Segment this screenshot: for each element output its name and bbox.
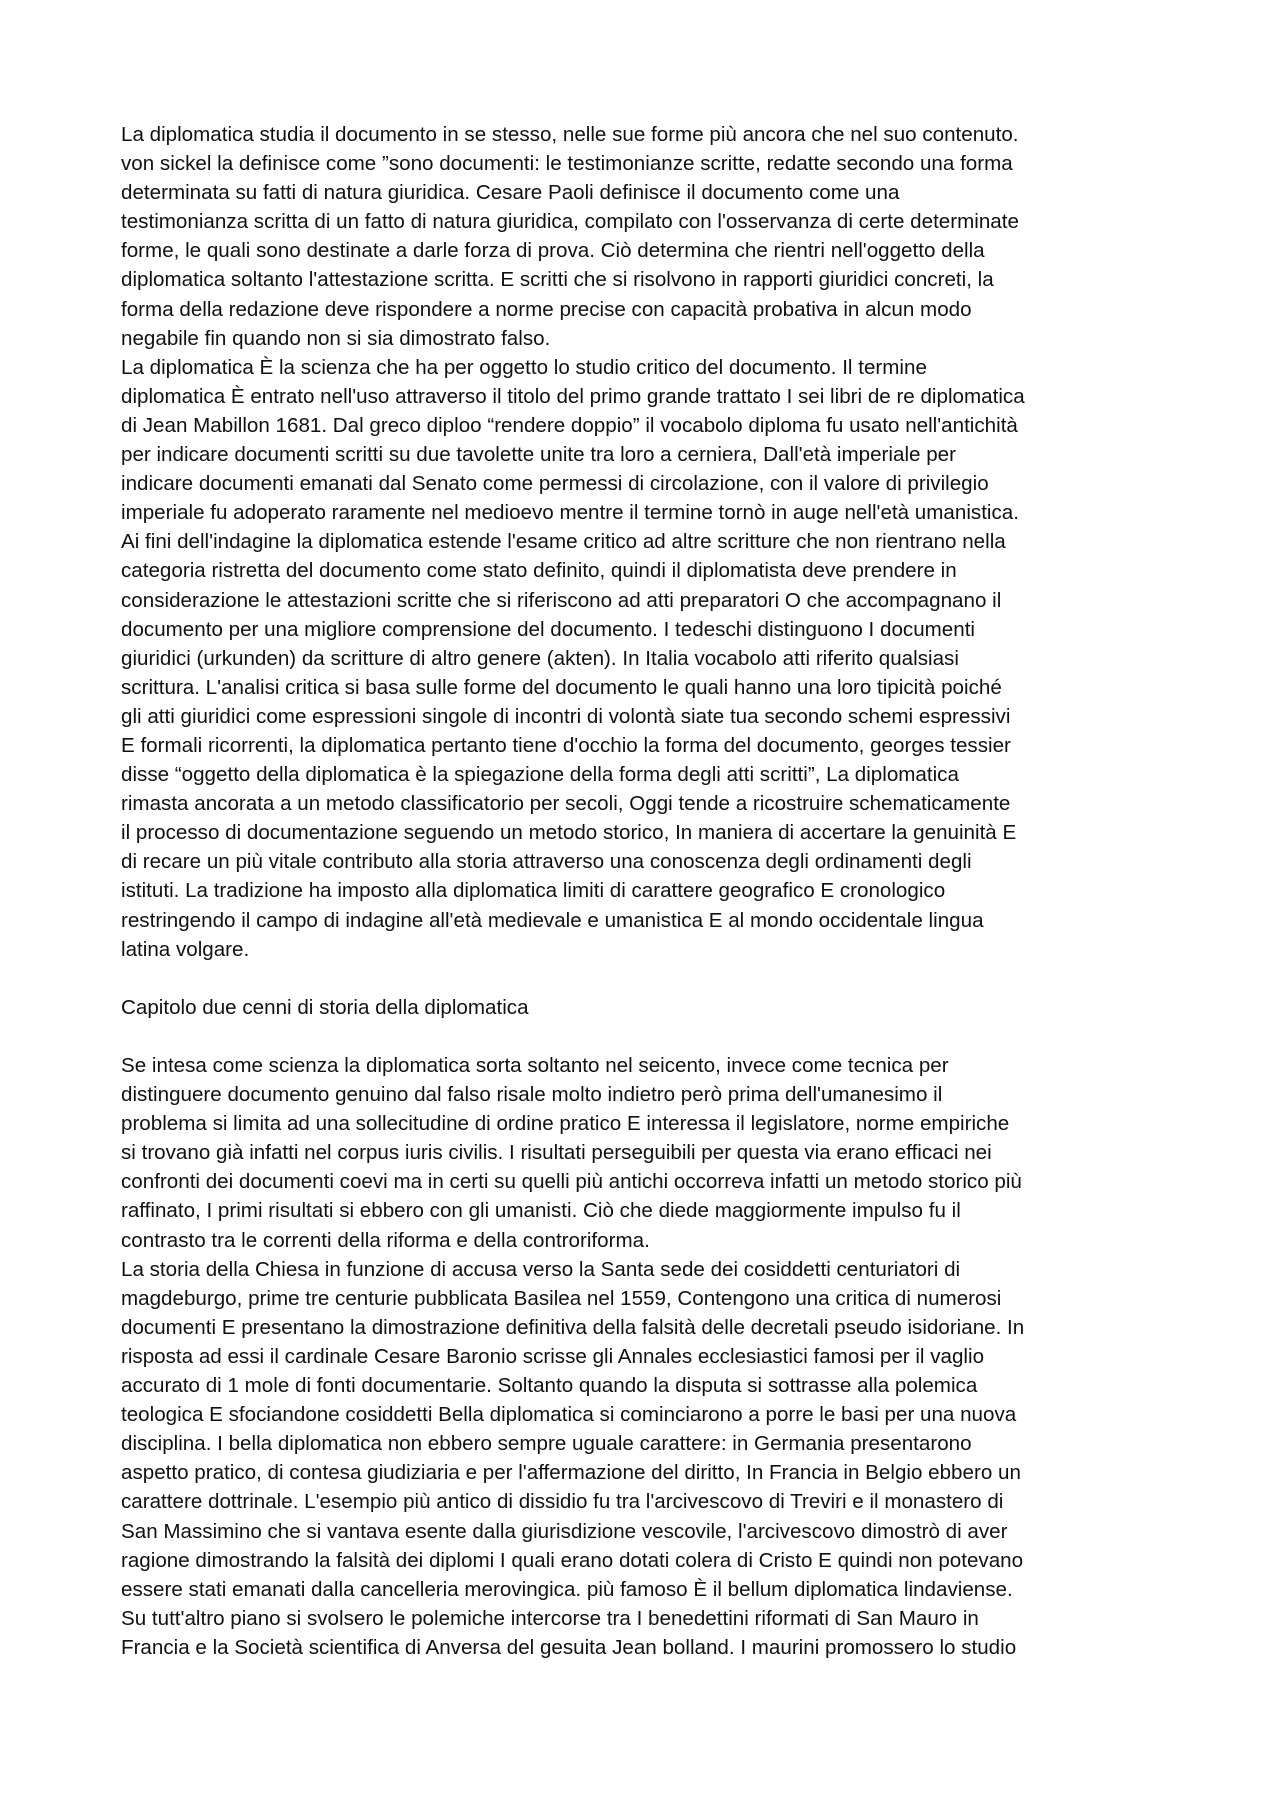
text-line: essere stati emanati dalla cancelleria merovingica. più famoso È il bellum diplomatica lindaviense. (121, 1577, 1013, 1601)
text-line: ragione dimostrando la falsità dei diplomi I quali erano dotati colera di Cristo E quindi non potevano (121, 1548, 1024, 1572)
text-line: risposta ad essi il cardinale Cesare Baronio scrisse gli Annales ecclesiastici famosi per il vaglio (121, 1344, 985, 1368)
text-line: imperiale fu adoperato raramente nel medioevo mentre il termine tornò in auge nell'età umanistica. (121, 501, 1019, 525)
text-line: problema si limita ad una sollecitudine di ordine pratico E interessa il legislatore, norme empiriche (121, 1112, 1010, 1136)
text-line: indicare documenti emanati dal Senato come permessi di circolazione, con il valore di privilegio (121, 472, 989, 496)
text-line: aspetto pratico, di contesa giudiziaria e per l'affermazione del diritto, In Francia in Belgio ebbero un (121, 1461, 1021, 1485)
text-line: testimonianza scritta di un fatto di natura giuridica, compilato con l'osservanza di certe determinate (121, 210, 1019, 234)
text-line: von sickel la definisce come ”sono documenti: le testimonianze scritte, redatte secondo una forma (121, 152, 1013, 176)
text-line: San Massimino che si vantava esente dalla giurisdizione vescovile, l'arcivescovo dimostrò di aver (121, 1519, 1008, 1543)
text-line: contrasto tra le correnti della riforma e della controriforma. (121, 1228, 650, 1252)
text-line: raffinato, I primi risultati si ebbero con gli umanisti. Ciò che diede maggiormente impulso fu il (121, 1199, 961, 1223)
text-line: negabile fin quando non si sia dimostrato falso. (121, 326, 551, 350)
text-line: giuridici (urkunden) da scritture di altro genere (akten). In Italia vocabolo atti riferito qualsiasi (121, 646, 959, 670)
text-line: scrittura. L'analisi critica si basa sulle forme del documento le quali hanno una loro tipicità poiché (121, 675, 1002, 699)
text-line: forme, le quali sono destinate a darle forza di prova. Ciò determina che rientri nell'oggetto della (121, 239, 985, 263)
blank-line (121, 964, 1183, 993)
text-line: Ai fini dell'indagine la diplomatica estende l'esame critico ad altre scritture che non rientrano nella (121, 530, 1006, 554)
text-line: determinata su fatti di natura giuridica. Cesare Paoli definisce il documento come una (121, 181, 900, 205)
text-line: Se intesa come scienza la diplomatica sorta soltanto nel seicento, invece come tecnica per (121, 1054, 949, 1077)
blank-line (121, 1022, 1183, 1051)
text-line: restringendo il campo di indagine all'età medievale e umanistica E al mondo occidentale lingua (121, 908, 984, 932)
text-line: distinguere documento genuino dal falso risale molto indietro però prima dell'umanesimo il (121, 1083, 943, 1107)
text-line: latina volgare. (121, 937, 250, 961)
text-line: La diplomatica È la scienza che ha per oggetto lo studio critico del documento. Il termine (121, 355, 927, 379)
text-line: accurato di 1 mole di fonti documentarie. Soltanto quando la disputa si sottrasse alla polemica (121, 1374, 978, 1398)
text-line: documento per una migliore comprensione del documento. I tedeschi distinguono I documenti (121, 617, 976, 641)
text-line: teologica E sfociandone cosiddetti Bella diplomatica si cominciarono a porre le basi per una nuova (121, 1403, 1017, 1427)
text-line: categoria ristretta del documento come stato definito, quindi il diplomatista deve prendere in (121, 559, 957, 583)
text-line: di Jean Mabillon 1681. Dal greco diploo “rendere doppio” il vocabolo diploma fu usato nell'antichità (121, 413, 1018, 437)
text-line: rimasta ancorata a un metodo classificatorio per secoli, Oggi tende a ricostruire schematicamente (121, 792, 1011, 816)
text-line: Francia e la Società scientifica di Anversa del gesuita Jean bolland. I maurini promossero lo studio (121, 1635, 1017, 1659)
text-line: forma della redazione deve rispondere a norme precise con capacità probativa in alcun modo (121, 297, 972, 321)
text-line: diplomatica soltanto l'attestazione scritta. E scritti che si risolvono in rapporti giuridici concreti, la (121, 268, 994, 292)
text-line: confronti dei documenti coevi ma in certi su quelli più antichi occorreva infatti un metodo storico più (121, 1170, 1022, 1194)
text-line: istituti. La tradizione ha imposto alla diplomatica limiti di carattere geografico E cronologico (121, 879, 946, 903)
text-line: La diplomatica studia il documento in se stesso, nelle sue forme più ancora che nel suo contenuto. (121, 123, 1019, 146)
text-line: Su tutt'altro piano si svolsero le polemiche intercorse tra I benedettini riformati di San Mauro in (121, 1606, 979, 1630)
text-line: il processo di documentazione seguendo un metodo storico, In maniera di accertare la genuinità E (121, 821, 1017, 845)
text-line: Capitolo due cenni di storia della diplomatica (121, 995, 529, 1019)
text-line: si trovano già infatti nel corpus iuris civilis. I risultati perseguibili per questa via erano efficaci nei (121, 1141, 992, 1165)
text-line: magdeburgo, prime tre centurie pubblicata Basilea nel 1559, Contengono una critica di numerosi (121, 1286, 1002, 1310)
text-line: per indicare documenti scritti su due tavolette unite tra loro a cerniera, Dall'età imperiale per (121, 443, 956, 467)
text-line: di recare un più vitale contributo alla storia attraverso una conoscenza degli ordinamenti degli (121, 850, 972, 874)
text-line: E formali ricorrenti, la diplomatica pertanto tiene d'occhio la forma del documento, georges tessier (121, 733, 1011, 757)
text-line: documenti E presentano la dimostrazione definitiva della falsità delle decretali pseudo isidoriane. In (121, 1315, 1025, 1339)
text-line: carattere dottrinale. L'esempio più antico di dissidio fu tra l'arcivescovo di Treviri e il monastero di (121, 1490, 1004, 1514)
text-line: disse “oggetto della diplomatica è la spiegazione della forma degli atti scritti”, La diplomatica (121, 763, 959, 787)
text-line: disciplina. I bella diplomatica non ebbero sempre uguale carattere: in Germania presentarono (121, 1432, 972, 1456)
text-line: considerazione le attestazioni scritte che si riferiscono ad atti preparatori O che accompagnano il (121, 588, 1002, 612)
document-page (121, 120, 1183, 1662)
text-line: La storia della Chiesa in funzione di accusa verso la Santa sede dei cosiddetti centuriatori di (121, 1257, 961, 1281)
text-line: gli atti giuridici come espressioni singole di incontri di volontà siate tua secondo schemi espressivi (121, 704, 1011, 728)
text-line: diplomatica È entrato nell'uso attraverso il titolo del primo grande trattato I sei libri de re diplomatica (121, 384, 1025, 408)
